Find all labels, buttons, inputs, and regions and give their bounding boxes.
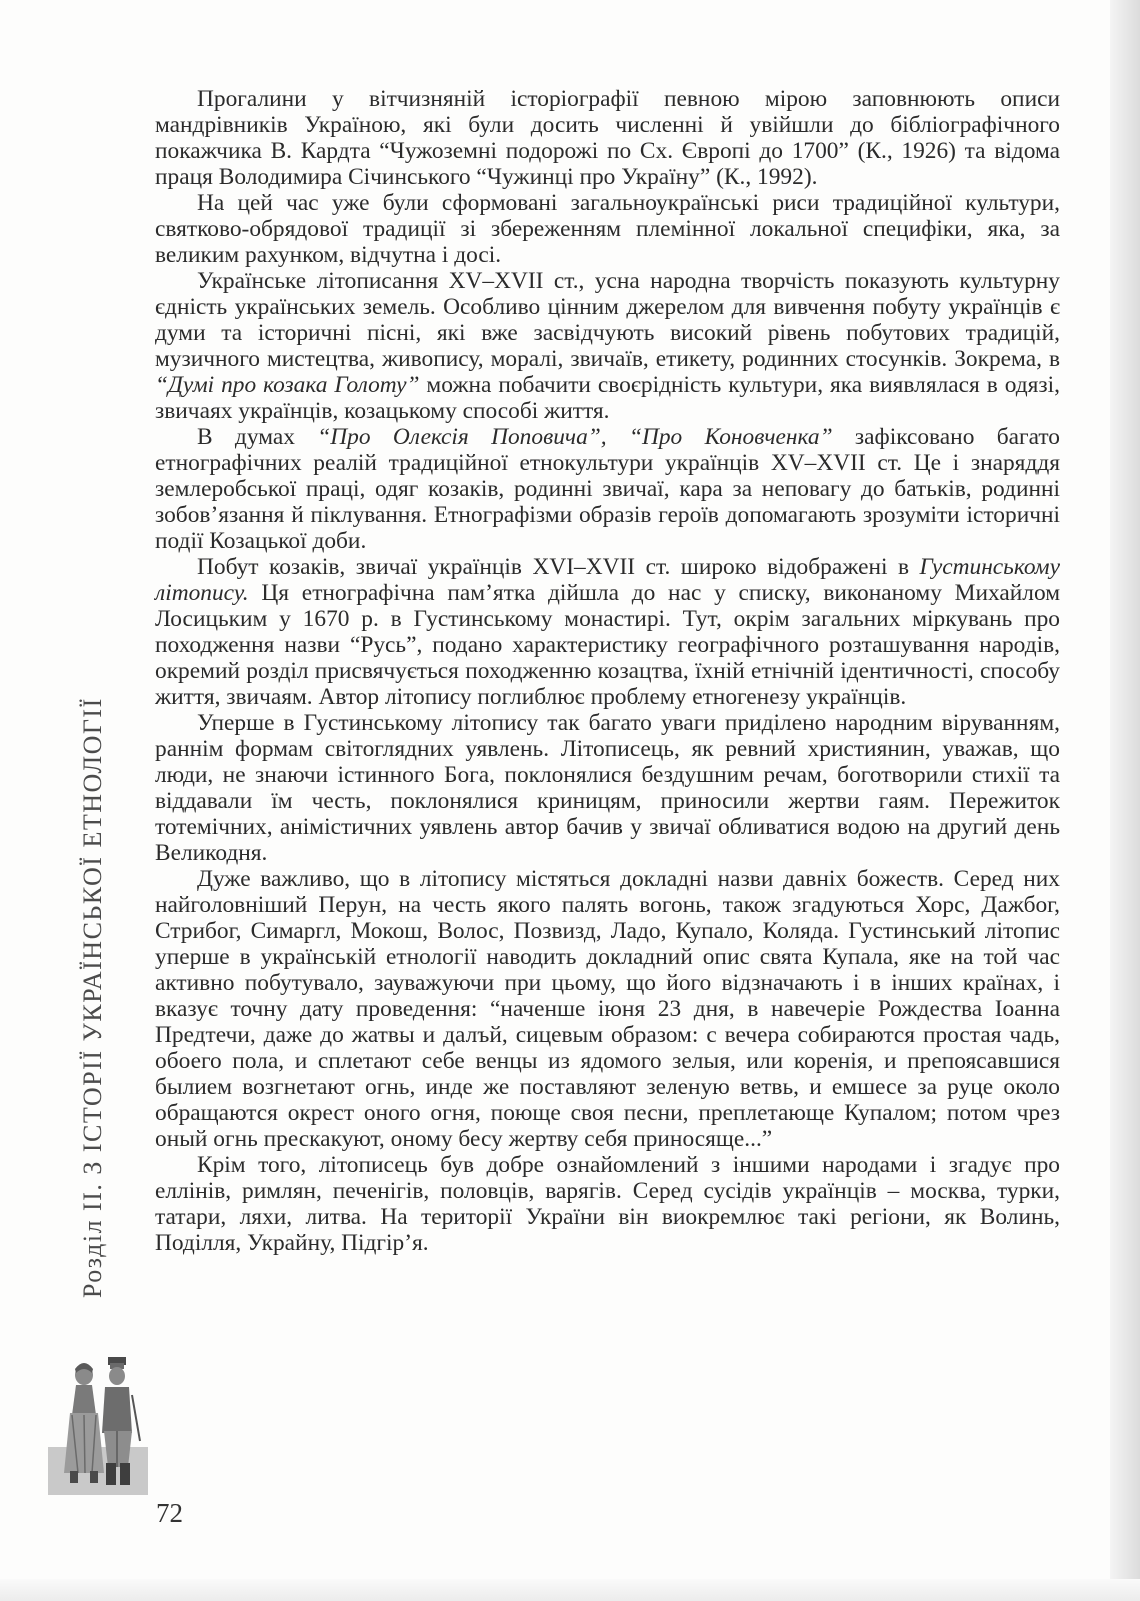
text-run: Українське літописання XV–XVII ст., усна народна творчість показують культурну єдність українських земель. Особливо цінним джерелом для вивчення побуту українців є думи та історичні пісні, які вже засвідчують високий рівень побутових традицій, музичного мистецтва, живопису, моралі, звичаїв, етикету, родинних стосунків. Зокрема, в <box>155 268 1060 372</box>
page-number: 72 <box>156 1498 183 1528</box>
paragraph <box>155 1152 1060 1256</box>
text-run: Побут козаків, звичаї українців XVI–XVII ст. широко відображені в <box>197 554 920 580</box>
text-run: Крім того, літописець був добре ознайомлений з іншими народами і згадує про еллінів, римлян, печенігів, половців, варягів. Серед сусідів українців – москва, турки, татари, ляхи, литва. На території України він виокремлює такі регіони, як Волинь, Поділля, Украйну, Підгір’я. <box>155 1152 1060 1256</box>
page-bottom-shadow <box>0 1579 1140 1601</box>
cossack-couple-illustration <box>48 1355 148 1495</box>
italic-text-run: Густинському літопису. <box>155 554 1060 606</box>
paragraph <box>155 424 1060 554</box>
paragraph <box>155 268 1060 424</box>
paragraph <box>155 86 1060 190</box>
paragraph <box>155 554 1060 710</box>
italic-text-run: “Про Олексія Поповича”, “Про Коновченка” <box>317 424 833 450</box>
text-run: На цей час уже були сформовані загальноукраїнські риси традиційної культури, святково-обрядової традиції зі збереженням племінної локальної специфіки, яка, за великим рахунком, відчутна і досі. <box>155 190 1060 268</box>
text-run: Ця етнографічна пам’ятка дійшла до нас у списку, виконаному Михайлом Лосицьким у 1670 р. в Густинському монастирі. Тут, окрім загальних міркувань про походження назви “Русь”, подано характеристику географічного розташування народів, окремий розділ присвячується походженню козацтва, їхній етнічній ідентичності, способу життя, звичаям. Автор літопису поглиблює проблему етногенезу українців. <box>155 580 1060 710</box>
paragraph <box>155 190 1060 268</box>
text-run: Прогалини у вітчизняній історіографії певною мірою заповнюють описи мандрівників Україною, які були досить численні й увійшли до бібліографічного покажчика В. Кардта “Чужоземні подорожі по Сх. Європі до 1700” (К., 1926) та відома праця Володимира Січинського “Чужинці про Україну” (К., 1992). <box>155 86 1060 190</box>
page-edge-shadow <box>1110 0 1140 1601</box>
text-run: В думах <box>197 424 318 450</box>
text-run: Дуже важливо, що в літопису містяться докладні назви давніх божеств. Серед них найголовніший Перун, на честь якого палять вогонь, також згадуються Хорс, Дажбог, Стрибог, Симаргл, Мокош, Волос, Позвизд, Ладо, Купало, Коляда. Густинський літопис уперше в українській етнології наводить докладний опис свята Купала, яке на той час активно побутувало, зауважуючи при цьому, що його відзначають і в інших країнах, і вказує точну дату проведення: “наченше іюня 23 дня, в навечеріе Рождества Іоанна Предтечи, даже до жатвы и далъй, сицевым образом: с вечера собираются простая чадь, обоего пола, и сплетают себе венцы из ядомого зелыя, или коренія, и препоясавшися былием возгнетают огнь, инде же поставляют зеленую ветвь, и емшесе за руце около обращаются окрест оного огня, поюще своя песни, преплетающе Купалом; потом чрез оный огнь прескакуют, оному бесу жертву себя приносяще...” <box>155 866 1060 1152</box>
text-run: Уперше в Густинському літопису так багато уваги приділено народним віруванням, раннім формам світоглядних уявлень. Літописець, як ревний християнин, уважав, що люди, не знаючи істинного Бога, поклонялися бездушним речам, боготворили стихії та віддавали їм честь, поклонялися криницям, приносили жертви гаям. Пережиток тотемічних, анімістичних уявлень автор бачив у звичаї обливатися водою на другий день Великодня. <box>155 710 1060 866</box>
paragraph <box>155 866 1060 1152</box>
paragraph <box>155 710 1060 866</box>
section-side-title: Розділ ІІ. З ІСТОРІЇ УКРАЇНСЬКОЇ ЕТНОЛОГІЇ <box>78 697 107 1298</box>
text-run: можна побачити своєрідність культури, яка виявлялася в одязі, звичаях українців, козацькому способі життя. <box>155 372 1060 424</box>
main-text <box>155 86 1060 1256</box>
text-run: зафіксовано багато етнографічних реалій традиційної етнокультури українців XV–XVII ст. Це і знаряддя землеробської праці, одяг козаків, родинні звичаї, кара за неповагу до батьків, родинні зобов’язання й піклування. Етнографізми образів героїв допомагають зрозуміти історичні події Козацької доби. <box>155 424 1060 554</box>
italic-text-run: “Думі про козака Голоту” <box>155 372 420 398</box>
